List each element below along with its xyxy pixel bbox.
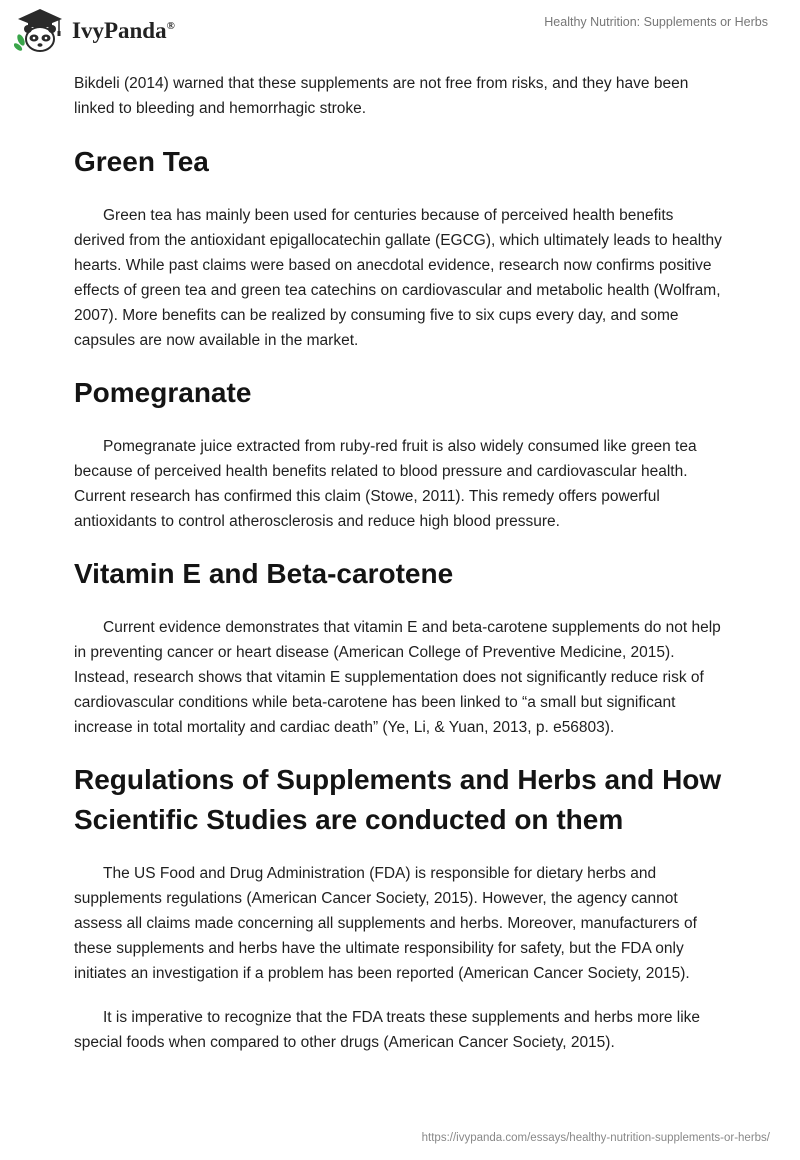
source-url[interactable]: https://ivypanda.com/essays/healthy-nutrition-supplements-or-herbs/ (421, 1132, 770, 1144)
section-heading-pomegranate: Pomegranate (74, 377, 252, 408)
paragraph-regulations-2: It is imperative to recognize that the FDA treats these supplements and herbs more like special foods when compared to other drugs (American Cancer Society, 2015). (74, 1009, 701, 1051)
paragraph-green-tea: Green tea has mainly been used for centuries because of perceived health benefits derived from the antioxidant epigallocatechin gallate (EGCG), which ultimately leads to healthy hearts. While past claims were based on anecdotal evidence, research now confirms positive effects of green tea and green tea catechins on cardiovascular and metabolic health (Wolfram, 2007). More benefits can be realized by consuming five to six cups every day, and some capsules are now available in the market. (74, 207, 722, 349)
paragraph-pomegranate: Pomegranate juice extracted from ruby-red fruit is also widely consumed like green tea because of perceived health benefits related to blood pressure and cardiovascular health. Current research has confirmed this claim (Stowe, 2011). This remedy offers powerful antioxidants to control atherosclerosis and reduce high blood pressure. (74, 438, 697, 530)
page-header (0, 0, 800, 60)
ivypanda-logo[interactable] (14, 6, 175, 54)
document-title: Healthy Nutrition: Supplements or Herbs (544, 15, 768, 29)
panda-graduation-cap-icon (14, 6, 66, 54)
intro-paragraph: Bikdeli (2014) warned that these supplements are not free from risks, and they have been linked to bleeding and hemorrhagic stroke. (74, 75, 689, 117)
paragraph-regulations-1: The US Food and Drug Administration (FDA) is responsible for dietary herbs and supplements regulations (American Cancer Society, 2015). However, the agency cannot assess all claims made concerning all supplements and herbs. Moreover, manufacturers of these supplements and herbs have the ultimate responsibility for safety, but the FDA only initiates an investigation if a problem has been reported (American Cancer Society, 2015). (74, 865, 697, 982)
essay-content (74, 71, 724, 1055)
logo-wordmark: IvyPanda® (72, 18, 175, 43)
section-heading-vitamin-e: Vitamin E and Beta-carotene (74, 558, 454, 589)
section-heading-green-tea: Green Tea (74, 146, 209, 177)
section-heading-regulations: Regulations of Supplements and Herbs and How Scientific Studies are conducted on them (74, 764, 722, 835)
paragraph-vitamin-e: Current evidence demonstrates that vitamin E and beta-carotene supplements do not help in preventing cancer or heart disease (American College of Preventive Medicine, 2015). Instead, research shows that vitamin E supplementation does not significantly reduce risk of cardiovascular conditions while beta-carotene has been linked to “a small but significant increase in total mortality and cardiac death” (Ye, Li, & Yuan, 2013, p. e56803). (74, 619, 721, 736)
